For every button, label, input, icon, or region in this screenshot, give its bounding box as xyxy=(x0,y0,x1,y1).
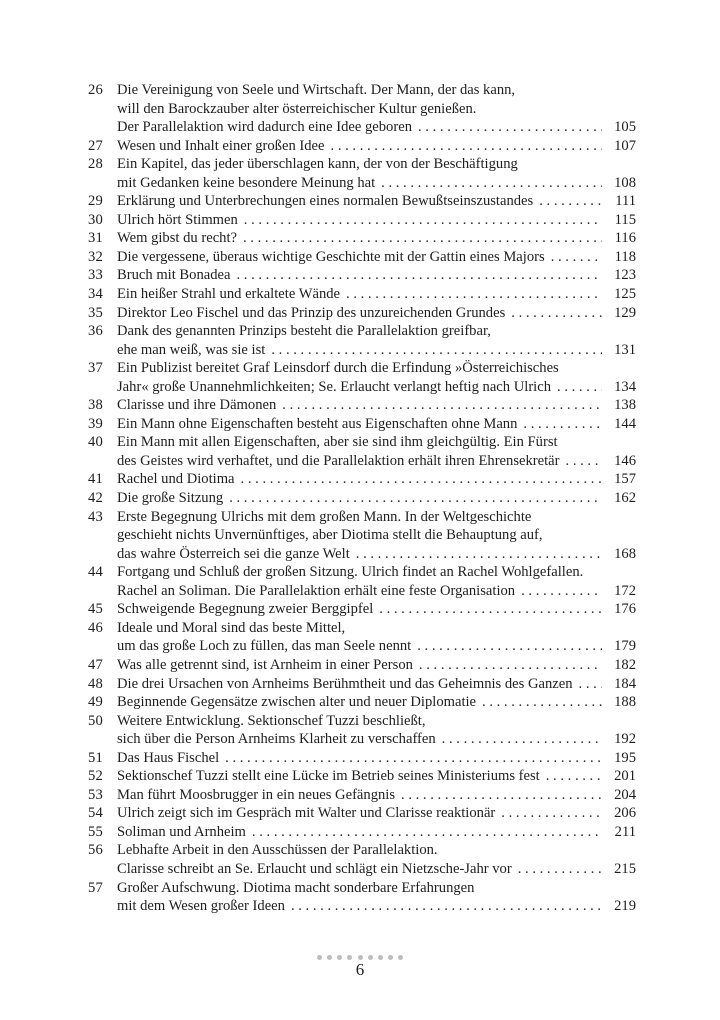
chapter-number: 29 xyxy=(88,193,103,210)
dot-leader xyxy=(356,545,602,564)
dot-leader xyxy=(546,767,602,786)
toc-entry[interactable] xyxy=(88,322,636,359)
chapter-title-line: Wem gibst du recht? xyxy=(117,230,237,247)
page-reference[interactable]: 125 xyxy=(614,286,636,303)
toc-entry[interactable] xyxy=(88,155,636,192)
page-reference[interactable]: 146 xyxy=(614,452,636,469)
chapter-title xyxy=(117,470,636,489)
chapter-title-line: Weitere Entwicklung. Sektionschef Tuzzi beschließt, xyxy=(117,712,426,729)
dot-leader xyxy=(482,693,602,712)
toc-entry[interactable] xyxy=(88,823,636,842)
toc-entry[interactable] xyxy=(88,508,636,564)
page-reference[interactable]: 184 xyxy=(614,675,636,692)
chapter-number: 48 xyxy=(88,675,103,692)
page-reference[interactable]: 157 xyxy=(614,471,636,488)
chapter-title-line: Ein heißer Strahl und erkaltete Wände xyxy=(117,286,341,303)
chapter-number: 28 xyxy=(88,156,103,173)
chapter-title xyxy=(117,229,636,248)
dot-leader xyxy=(229,489,602,508)
chapter-number: 40 xyxy=(88,434,103,451)
toc-entry[interactable] xyxy=(88,786,636,805)
chapter-title-line: Großer Aufschwung. Diotima macht sonderbare Erfahrungen xyxy=(117,879,475,896)
page-reference[interactable]: 195 xyxy=(614,749,636,766)
chapter-title-line: um das große Loch zu füllen, das man Seele nennt xyxy=(117,638,412,655)
chapter-number: 52 xyxy=(88,768,103,785)
chapter-number: 34 xyxy=(88,286,103,303)
chapter-title-line: Was alle getrennt sind, ist Arnheim in einer Person xyxy=(117,656,413,673)
page-reference[interactable]: 211 xyxy=(614,823,636,840)
toc-entry[interactable] xyxy=(88,749,636,768)
chapter-number: 42 xyxy=(88,490,103,507)
page-reference[interactable]: 179 xyxy=(614,638,636,655)
chapter-number: 44 xyxy=(88,564,103,581)
chapter-number: 55 xyxy=(88,823,103,840)
toc-entry[interactable] xyxy=(88,248,636,267)
chapter-title-line: Direktor Leo Fischel und das Prinzip des unzureichenden Grundes xyxy=(117,304,506,321)
dot-leader xyxy=(225,749,602,768)
page-reference[interactable]: 105 xyxy=(614,119,636,136)
page-reference[interactable]: 115 xyxy=(614,211,636,228)
toc-entry[interactable] xyxy=(88,285,636,304)
toc-entry[interactable] xyxy=(88,656,636,675)
chapter-title xyxy=(117,508,636,564)
chapter-title-line: Man führt Moosbrugger in ein neues Gefängnis xyxy=(117,786,396,803)
chapter-number: 47 xyxy=(88,656,103,673)
dot-leader xyxy=(566,452,602,471)
dot-leader xyxy=(419,656,602,675)
chapter-title-line: Dank des genannten Prinzips besteht die Parallelaktion greifbar, xyxy=(117,323,491,340)
chapter-number: 46 xyxy=(88,619,103,636)
page-reference[interactable]: 107 xyxy=(614,137,636,154)
chapter-title xyxy=(117,155,636,192)
chapter-number: 43 xyxy=(88,508,103,525)
chapter-title xyxy=(117,415,636,434)
chapter-title xyxy=(117,211,636,230)
toc-entry[interactable] xyxy=(88,415,636,434)
chapter-title xyxy=(117,192,636,211)
dot-leader xyxy=(521,582,602,601)
chapter-number: 49 xyxy=(88,694,103,711)
chapter-title-line: Jahr« große Unannehmlichkeiten; Se. Erlaucht verlangt heftig nach Ulrich xyxy=(117,378,552,395)
chapter-title xyxy=(117,248,636,267)
chapter-title xyxy=(117,433,636,470)
chapter-number: 54 xyxy=(88,805,103,822)
dot-leader xyxy=(271,341,602,360)
page-reference[interactable]: 201 xyxy=(614,768,636,785)
chapter-title-line: Clarisse schreibt an Se. Erlaucht und schlägt ein Nietzsche-Jahr vor xyxy=(117,860,512,877)
chapter-title xyxy=(117,285,636,304)
page-reference[interactable]: 168 xyxy=(614,545,636,562)
chapter-title xyxy=(117,767,636,786)
dot-leader xyxy=(511,304,602,323)
chapter-number: 51 xyxy=(88,749,103,766)
toc-entry[interactable] xyxy=(88,804,636,823)
chapter-title-line: das wahre Österreich sei die ganze Welt xyxy=(117,545,350,562)
toc-entry[interactable] xyxy=(88,266,636,285)
toc-entry[interactable] xyxy=(88,211,636,230)
page-reference[interactable]: 176 xyxy=(614,601,636,618)
toc-entry[interactable] xyxy=(88,619,636,656)
chapter-title xyxy=(117,266,636,285)
chapter-number: 31 xyxy=(88,230,103,247)
page-reference[interactable]: 215 xyxy=(614,860,636,877)
chapter-title-line: Schweigende Begegnung zweier Berggipfel xyxy=(117,601,374,618)
chapter-title-line: Bruch mit Bonadea xyxy=(117,267,231,284)
chapter-title xyxy=(117,304,636,323)
chapter-title-line: ehe man weiß, was sie ist xyxy=(117,341,266,358)
page-reference[interactable]: 219 xyxy=(614,898,636,915)
page-reference[interactable]: 204 xyxy=(614,786,636,803)
toc-entry[interactable] xyxy=(88,489,636,508)
chapter-number: 45 xyxy=(88,601,103,618)
dot-leader xyxy=(243,229,602,248)
page-reference[interactable]: 111 xyxy=(615,193,636,210)
chapter-title-line: Lebhafte Arbeit in den Ausschüssen der Parallelaktion. xyxy=(117,842,438,859)
toc-entry[interactable] xyxy=(88,470,636,489)
dot-leader xyxy=(346,285,602,304)
chapter-title-line: Soliman und Arnheim xyxy=(117,823,246,840)
chapter-title xyxy=(117,81,636,137)
chapter-title-line: Der Parallelaktion wird dadurch eine Idee geboren xyxy=(117,119,412,136)
dot-leader xyxy=(291,897,602,916)
chapter-title xyxy=(117,619,636,656)
toc-entry[interactable] xyxy=(88,137,636,156)
page-reference[interactable]: 116 xyxy=(614,230,636,247)
chapter-title-line: Die drei Ursachen von Arnheims Berühmtheit und das Geheimnis des Ganzen xyxy=(117,675,573,692)
chapter-title xyxy=(117,656,636,675)
chapter-title xyxy=(117,786,636,805)
chapter-title xyxy=(117,137,636,156)
page-reference[interactable]: 206 xyxy=(614,805,636,822)
dot-leader xyxy=(417,637,602,656)
dot-leader xyxy=(241,470,602,489)
dot-leader xyxy=(442,730,602,749)
chapter-title xyxy=(117,712,636,749)
page-reference[interactable]: 188 xyxy=(614,694,636,711)
dot-leader xyxy=(418,118,602,137)
chapter-title-line: Beginnende Gegensätze zwischen alter und neuer Diplomatie xyxy=(117,694,477,711)
chapter-number: 32 xyxy=(88,248,103,265)
chapter-title-line: Erste Begegnung Ulrichs mit dem großen Mann. In der Weltgeschichte xyxy=(117,508,532,525)
page-reference[interactable]: 138 xyxy=(614,397,636,414)
chapter-number: 50 xyxy=(88,712,103,729)
toc-entry[interactable] xyxy=(88,81,636,137)
toc-entry[interactable] xyxy=(88,712,636,749)
chapter-title xyxy=(117,879,636,916)
page-number: 6 xyxy=(355,960,365,979)
chapter-number: 37 xyxy=(88,360,103,377)
dot-leader xyxy=(379,600,602,619)
toc-entry[interactable] xyxy=(88,563,636,600)
chapter-title-line: des Geistes wird verhaftet, und die Parallelaktion erhält ihren Ehrensekretär xyxy=(117,452,560,469)
chapter-title xyxy=(117,749,636,768)
page-reference[interactable]: 162 xyxy=(614,490,636,507)
chapter-number: 57 xyxy=(88,879,103,896)
chapter-title xyxy=(117,563,636,600)
toc-entry[interactable] xyxy=(88,396,636,415)
dot-leader xyxy=(518,860,602,879)
chapter-number: 27 xyxy=(88,137,103,154)
toc-entry[interactable] xyxy=(88,693,636,712)
chapter-number: 39 xyxy=(88,415,103,432)
chapter-title-line: Sektionschef Tuzzi stellt eine Lücke im Betrieb seines Ministeriums fest xyxy=(117,768,540,785)
chapter-title xyxy=(117,359,636,396)
dot-leader xyxy=(539,192,602,211)
chapter-number: 35 xyxy=(88,304,103,321)
chapter-title-line: Ein Kapitel, das jeder überschlagen kann, der von der Beschäftigung xyxy=(117,156,518,173)
table-of-contents xyxy=(88,81,636,916)
chapter-number: 26 xyxy=(88,82,103,98)
chapter-number: 36 xyxy=(88,323,103,340)
chapter-title-line: Ulrich zeigt sich im Gespräch mit Walter und Clarisse reaktionär xyxy=(117,805,496,822)
dot-leader xyxy=(551,248,602,267)
chapter-number: 41 xyxy=(88,471,103,488)
toc-entry[interactable] xyxy=(88,600,636,619)
chapter-title-line: Clarisse und ihre Dämonen xyxy=(117,397,277,414)
dot-leader xyxy=(282,396,602,415)
page-reference[interactable]: 118 xyxy=(614,248,636,265)
chapter-title xyxy=(117,804,636,823)
toc-entry[interactable] xyxy=(88,433,636,470)
chapter-title xyxy=(117,693,636,712)
dot-leader xyxy=(401,786,602,805)
chapter-title-line: Rachel und Diotima xyxy=(117,471,235,488)
page-reference[interactable]: 131 xyxy=(614,341,636,358)
chapter-number: 53 xyxy=(88,786,103,803)
chapter-title-line: Wesen und Inhalt einer großen Idee xyxy=(117,137,325,154)
toc-entry[interactable] xyxy=(88,675,636,694)
toc-entry[interactable] xyxy=(88,304,636,323)
toc-entry[interactable] xyxy=(88,841,636,878)
dot-leader xyxy=(252,823,602,842)
chapter-title-line: Erklärung und Unterbrechungen eines normalen Bewußtseinszustandes xyxy=(117,193,534,210)
dot-leader xyxy=(331,137,602,156)
page-reference[interactable]: 172 xyxy=(614,582,636,599)
chapter-title xyxy=(117,675,636,694)
chapter-title-line: sich über die Person Arnheims Klarheit zu verschaffen xyxy=(117,731,436,748)
chapter-number: 38 xyxy=(88,397,103,414)
page-reference[interactable]: 182 xyxy=(614,656,636,673)
chapter-title-line: Rachel an Soliman. Die Parallelaktion erhält eine feste Organisation xyxy=(117,582,516,599)
chapter-title-line: Ein Mann mit allen Eigenschaften, aber sie sind ihm gleichgültig. Ein Fürst xyxy=(117,434,558,451)
page-reference[interactable]: 123 xyxy=(614,267,636,284)
chapter-title xyxy=(117,823,636,842)
chapter-title-line: Ein Publizist bereitet Graf Leinsdorf durch die Erfindung »Österreichisches xyxy=(117,360,559,377)
chapter-title-line: Die Vereinigung von Seele und Wirtschaft. Der Mann, der das kann, xyxy=(117,82,516,98)
dot-leader xyxy=(244,211,602,230)
page-reference[interactable]: 144 xyxy=(614,415,636,432)
chapter-title-line: Das Haus Fischel xyxy=(117,749,220,766)
chapter-title-line: Die große Sitzung xyxy=(117,490,224,507)
chapter-title-line: mit dem Wesen großer Ideen xyxy=(117,898,285,915)
chapter-title-line: will den Barockzauber alter österreichischer Kultur genießen. xyxy=(117,100,477,117)
chapter-title xyxy=(117,396,636,415)
dot-leader xyxy=(381,174,602,193)
chapter-title-line: geschieht nichts Unvernünftiges, aber Diotima stellt die Behauptung auf, xyxy=(117,527,543,544)
chapter-title xyxy=(117,841,636,878)
page-reference[interactable]: 192 xyxy=(614,731,636,748)
toc-entry[interactable] xyxy=(88,192,636,211)
chapter-number: 30 xyxy=(88,211,103,228)
toc-entry[interactable] xyxy=(88,359,636,396)
chapter-title xyxy=(117,600,636,619)
page-reference[interactable]: 108 xyxy=(614,174,636,191)
toc-entry[interactable] xyxy=(88,879,636,916)
chapter-title-line: Ideale und Moral sind das beste Mittel, xyxy=(117,619,346,636)
dot-leader xyxy=(579,675,602,694)
toc-entry[interactable] xyxy=(88,229,636,248)
chapter-number: 56 xyxy=(88,842,103,859)
chapter-title-line: mit Gedanken keine besondere Meinung hat xyxy=(117,174,376,191)
page-reference[interactable]: 134 xyxy=(614,378,636,395)
chapter-title-line: Ulrich hört Stimmen xyxy=(117,211,238,228)
toc-entry[interactable] xyxy=(88,767,636,786)
dot-leader xyxy=(523,415,602,434)
chapter-number: 33 xyxy=(88,267,103,284)
chapter-title-line: Die vergessene, überaus wichtige Geschichte mit der Gattin eines Majors xyxy=(117,248,545,265)
chapter-title-line: Fortgang und Schluß der großen Sitzung. Ulrich findet an Rachel Wohlgefallen. xyxy=(117,564,584,581)
page-reference[interactable]: 129 xyxy=(614,304,636,321)
chapter-title-line: Ein Mann ohne Eigenschaften besteht aus Eigenschaften ohne Mann xyxy=(117,415,518,432)
dot-leader xyxy=(501,804,602,823)
dot-leader xyxy=(236,266,602,285)
chapter-title xyxy=(117,322,636,359)
dot-leader xyxy=(557,378,602,397)
chapter-title xyxy=(117,489,636,508)
